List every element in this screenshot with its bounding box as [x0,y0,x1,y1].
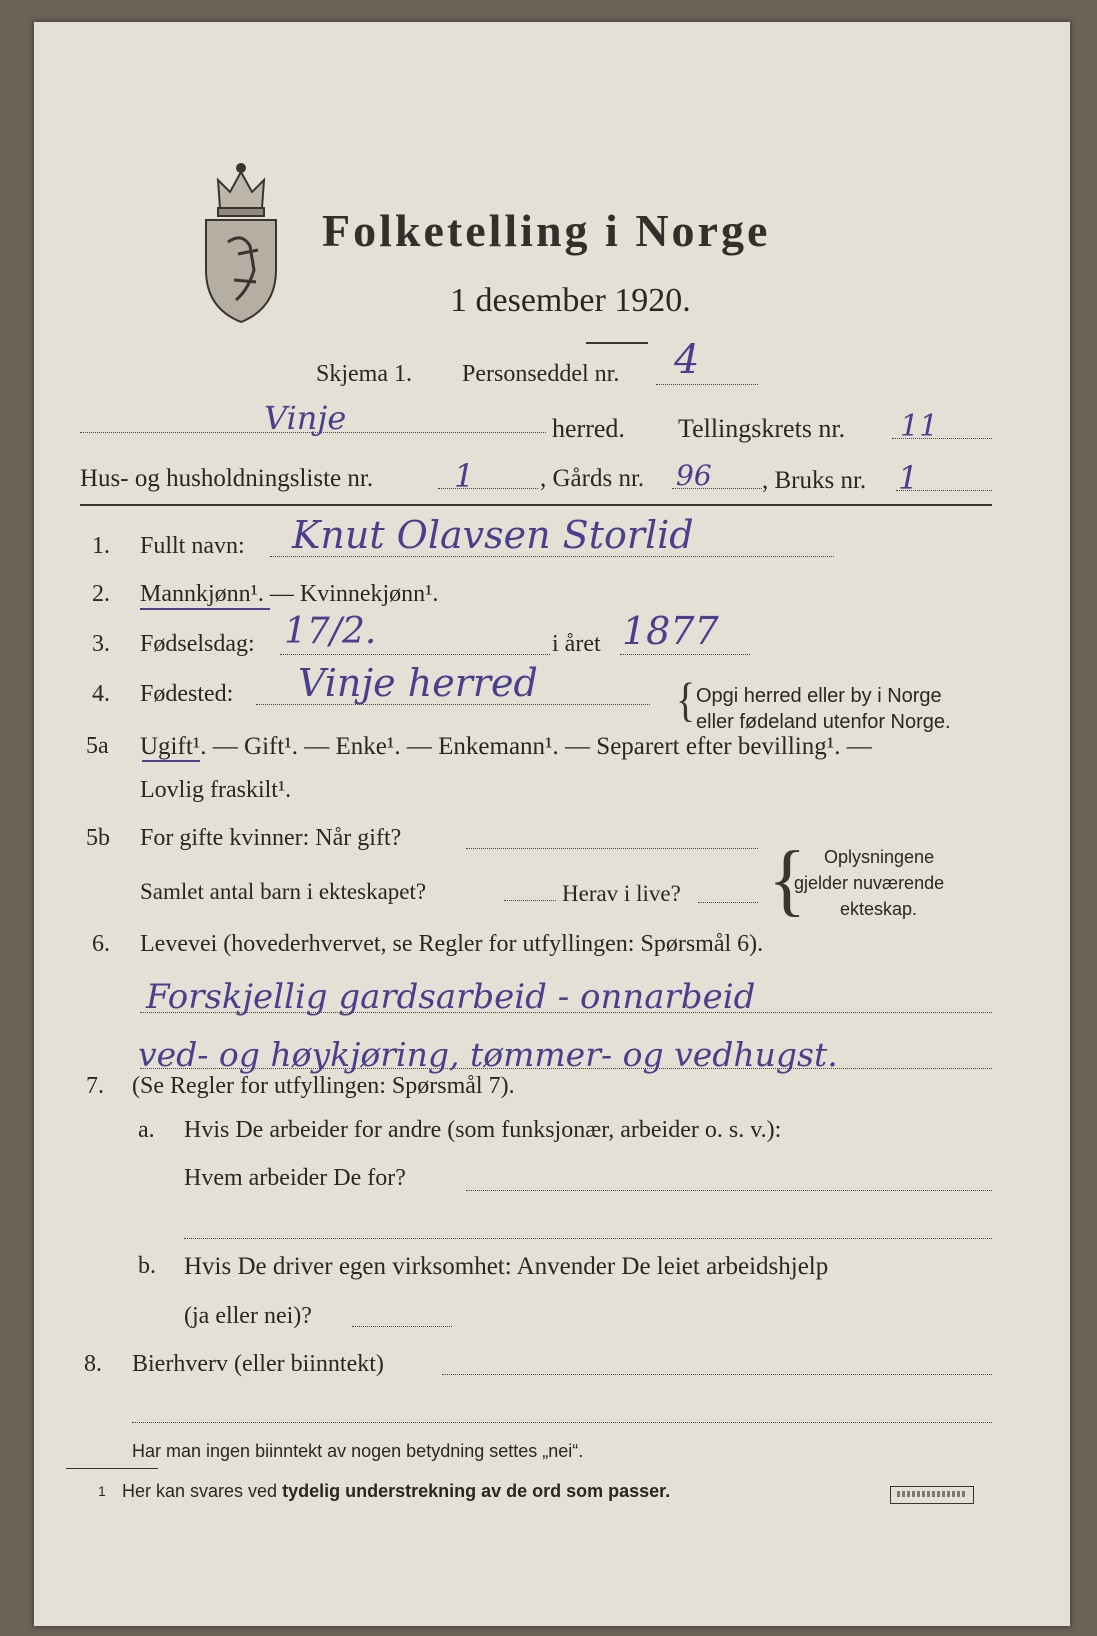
q4-number: 4. [92,681,110,707]
herred-value: Vinje [264,399,347,437]
q3-year-answer: 1877 [622,609,719,653]
skjema-label: Skjema 1. [316,361,412,387]
personseddel-field[interactable] [656,384,758,385]
herred-label: herred. [552,414,625,443]
personseddel-value: 4 [674,337,700,383]
q6-answer-2: ved- og høykjøring, tømmer- og vedhugst. [138,1035,838,1074]
coat-of-arms-icon [198,150,284,326]
bruks-label: , Bruks nr. [762,467,867,494]
husliste-field[interactable] [438,488,538,489]
q1-answer: Knut Olavsen Storlid [292,513,694,557]
personseddel-label: Personseddel nr. [462,361,620,387]
q5b-alive-field[interactable] [698,902,758,903]
q5b-brace: { [768,836,807,924]
footnote-mark: 1 [98,1483,106,1499]
q8-label: Bierhverv (eller biinntekt) [132,1351,384,1377]
q3-label: Fødselsdag: [140,631,255,657]
q1-label: Fullt navn: [140,533,245,559]
q5b-label-2: Samlet antal barn i ekteskapet? [140,879,427,904]
header-separator [80,504,992,506]
q7b-number: b. [138,1253,156,1279]
q8-note: Har man ingen biinntekt av nogen betydning settes „nei“. [132,1441,584,1461]
husliste-value: 1 [454,457,475,495]
footnote-text-plain: Her kan svares ved [122,1481,283,1501]
q6-number: 6. [92,931,110,957]
q8-field-2[interactable] [132,1422,992,1423]
q6-label: Levevei (hovederhvervet, se Regler for utfyllingen: Spørsmål 6). [140,931,764,957]
q5b-label: For gifte kvinner: Når gift? [140,825,402,851]
q3-day-answer: 17/2. [284,611,377,652]
q4-label: Fødested: [140,681,234,707]
q6-field-1[interactable] [140,1012,992,1013]
gards-value: 96 [676,459,712,492]
printer-stamp [890,1486,974,1504]
q3-day-field[interactable] [280,654,550,655]
q4-brace: { [676,672,696,727]
bruks-value: 1 [898,459,919,497]
q5b-married-field[interactable] [466,848,758,849]
q7a-label: Hvis De arbeider for andre (som funksjonær, arbeider o. s. v.): [184,1117,782,1143]
q7a-number: a. [138,1117,155,1143]
q5b-note-1: Oplysningene [824,847,935,867]
q5b-number: 5b [86,825,110,851]
q5a-number: 5a [86,733,109,759]
q5a-ugift-underline [142,760,200,762]
q5b-label-3: Herav i live? [562,881,681,906]
q2-label: Mannkjønn¹. — Kvinnekjønn¹. [140,581,439,607]
q7b-label-2: (ja eller nei)? [184,1303,312,1329]
q4-note-2: eller fødeland utenfor Norge. [696,711,951,733]
q5a-label-2: Lovlig fraskilt¹. [140,777,292,803]
footnote-text [122,1482,670,1500]
q7b-field[interactable] [352,1326,452,1327]
gards-label: , Gårds nr. [540,465,645,492]
q7a-field-2[interactable] [184,1238,992,1239]
q5b-note-3: ekteskap. [840,899,918,919]
q8-field-1[interactable] [442,1374,992,1375]
q2-number: 2. [92,581,110,607]
footnote-text-bold: tydelig understrekning av de ord som passer. [282,1481,671,1501]
q7-number: 7. [86,1073,104,1099]
tellingskrets-value: 11 [900,409,939,444]
q5b-children-field[interactable] [504,900,556,901]
q7a-field-1[interactable] [466,1190,992,1191]
q5a-label: Ugift¹. — Gift¹. — Enke¹. — Enkemann¹. — Separert efter bevilling¹. — [140,733,872,760]
q7b-label: Hvis De driver egen virksomhet: Anvender De leiet arbeidshjelp [184,1253,829,1280]
q3-number: 3. [92,631,110,657]
q3-year-field[interactable] [620,654,750,655]
form-title: Folketelling i Norge [322,205,771,256]
q6-field-2[interactable] [140,1068,992,1069]
q1-number: 1. [92,533,110,559]
title-rule [586,342,648,344]
q7a-label-2: Hvem arbeider De for? [184,1165,406,1191]
q2-mannkjonn-underline [140,608,270,610]
tellingskrets-label: Tellingskrets nr. [678,414,846,443]
footnote-rule [66,1468,158,1469]
q5b-note-2: gjelder nuværende [794,873,945,893]
q3-year-label: i året [552,631,601,657]
q8-number: 8. [84,1351,102,1377]
q4-answer: Vinje herred [298,661,538,705]
husliste-label: Hus- og husholdningsliste nr. [80,465,374,492]
census-form-sheet [34,22,1070,1626]
census-date: 1 desember 1920. [450,282,691,319]
q6-answer-1: Forskjellig gardsarbeid - onnarbeid [146,977,756,1017]
q4-note-1: Opgi herred eller by i Norge [696,685,942,707]
q7-label: (Se Regler for utfyllingen: Spørsmål 7). [132,1073,515,1099]
